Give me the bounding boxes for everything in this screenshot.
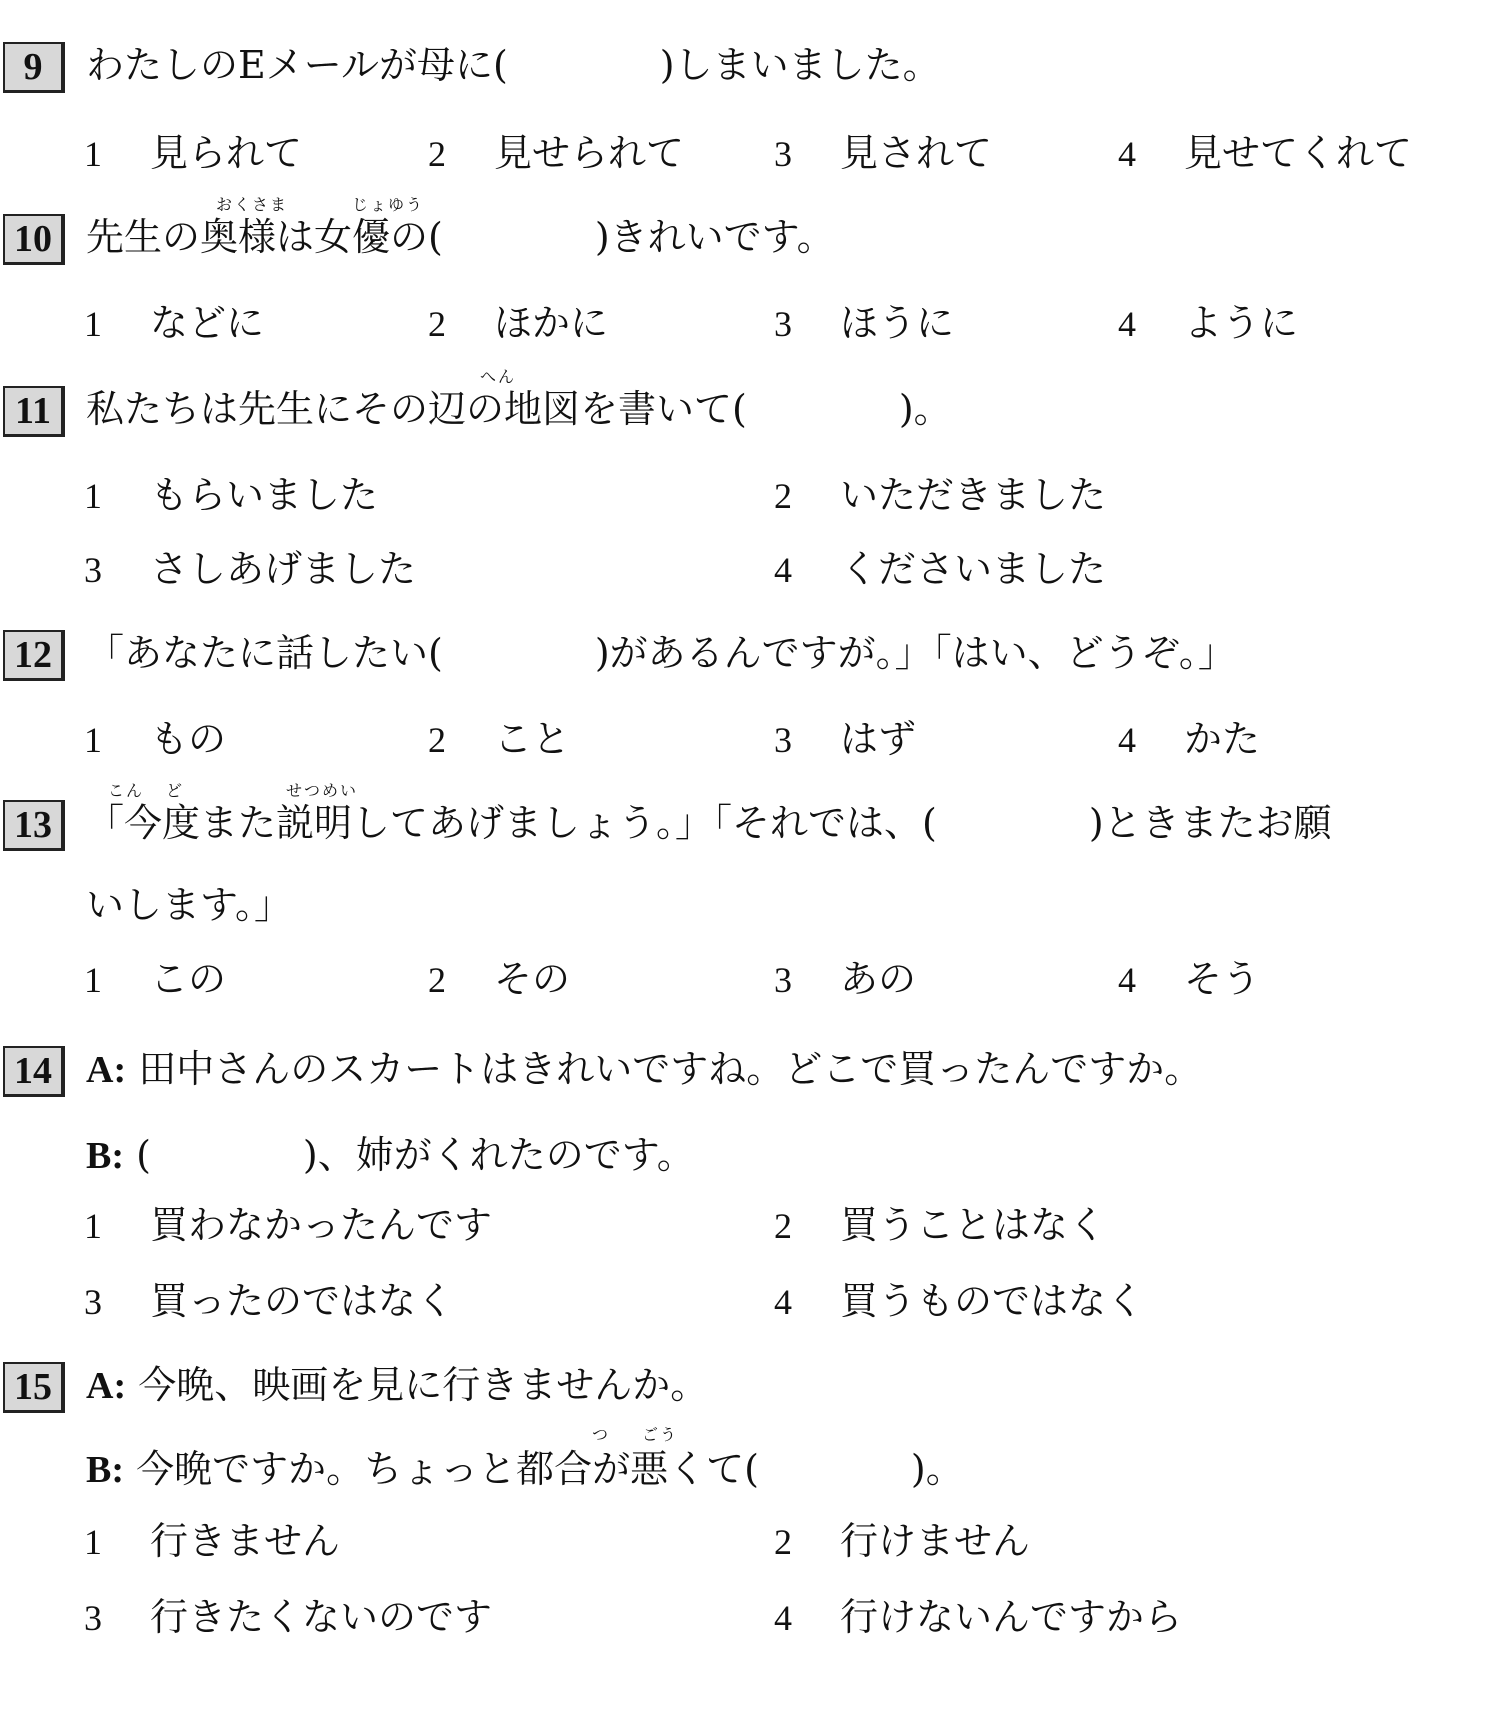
question-number: 12 [3, 630, 65, 681]
option-number: 3 [84, 1598, 102, 1638]
option-number: 4 [1118, 304, 1136, 344]
answer-option[interactable] [1118, 714, 1260, 765]
option-text: 買うことはなく [840, 1203, 1107, 1247]
furigana: おくさま [216, 195, 289, 214]
answer-option[interactable] [84, 714, 226, 765]
option-number: 3 [774, 960, 792, 1000]
answer-option[interactable] [774, 1200, 1106, 1251]
option-number: 2 [774, 476, 792, 516]
furigana: ごう [642, 1425, 679, 1444]
option-text: あの [840, 957, 917, 1001]
option-text: くださいました [840, 547, 1107, 591]
option-number: 1 [84, 476, 102, 516]
option-text: いただきました [840, 473, 1107, 517]
answer-option[interactable] [428, 298, 608, 349]
question-number: 13 [3, 800, 65, 851]
option-text: などに [150, 301, 265, 345]
option-number: 4 [1118, 134, 1136, 174]
question-number: 9 [3, 42, 65, 93]
dialogue-line-a [86, 1044, 1202, 1095]
speaker-label-a: A: [86, 1049, 127, 1091]
furigana: こん [108, 781, 145, 800]
answer-option[interactable] [1118, 954, 1260, 1005]
option-number: 2 [428, 960, 446, 1000]
question-number: 15 [3, 1362, 65, 1413]
answer-option[interactable] [774, 544, 1106, 595]
dialogue-text-a: 今晩、映画を見に行きませんか。 [138, 1363, 709, 1407]
question-stem: 「あなたに話したい( )があるんですが。」「はい、どうぞ。」 [86, 631, 1236, 675]
answer-option[interactable] [1118, 128, 1412, 179]
option-number: 4 [774, 1598, 792, 1638]
option-text: そう [1184, 957, 1261, 1001]
furigana: つ [592, 1425, 611, 1444]
option-text: 見されて [840, 131, 993, 175]
option-text: 買わなかったんです [150, 1203, 493, 1247]
option-number: 4 [1118, 720, 1136, 760]
option-text: ほかに [494, 301, 609, 345]
answer-option[interactable] [774, 1516, 1030, 1567]
option-text: 見られて [150, 131, 303, 175]
option-number: 3 [84, 1282, 102, 1322]
option-text: こと [494, 717, 571, 761]
option-number: 1 [84, 1206, 102, 1246]
option-text: 行きたくないのです [150, 1595, 493, 1639]
answer-option[interactable] [1118, 298, 1298, 349]
answer-option[interactable] [84, 128, 302, 179]
answer-option[interactable] [84, 1276, 454, 1327]
option-text: もの [150, 717, 227, 761]
dialogue-text-a: 田中さんのスカートはきれいですね。どこで買ったんですか。 [138, 1047, 1203, 1091]
speaker-label-b: B: [86, 1135, 124, 1177]
speaker-label-a: A: [86, 1365, 127, 1407]
dialogue-line-b [86, 1444, 964, 1495]
option-number: 2 [774, 1522, 792, 1562]
question-number: 14 [3, 1046, 65, 1097]
answer-option[interactable] [774, 128, 992, 179]
answer-option[interactable] [428, 954, 570, 1005]
option-number: 3 [774, 720, 792, 760]
answer-option[interactable] [774, 1592, 1182, 1643]
dialogue-text-b: ( )、姉がくれたのです。 [136, 1133, 695, 1177]
option-number: 2 [428, 304, 446, 344]
question-number: 11 [3, 386, 65, 437]
question-stem: 先生の奥様は女優の( )きれいです。 [86, 215, 835, 259]
answer-option[interactable] [84, 470, 378, 521]
answer-option[interactable] [774, 714, 916, 765]
answer-option[interactable] [84, 544, 416, 595]
option-text: 買ったのではなく [150, 1279, 455, 1323]
option-number: 1 [84, 304, 102, 344]
answer-option[interactable] [428, 128, 684, 179]
speaker-label-b: B: [86, 1449, 124, 1491]
option-text: ほうに [840, 301, 955, 345]
option-text: 見せられて [494, 131, 685, 175]
option-number: 1 [84, 134, 102, 174]
dialogue-text-b: 今晩ですか。ちょっと都合が悪くて( )。 [136, 1447, 964, 1491]
option-number: 4 [1118, 960, 1136, 1000]
option-number: 1 [84, 720, 102, 760]
answer-option[interactable] [84, 1200, 492, 1251]
option-number: 3 [84, 550, 102, 590]
furigana: へん [480, 367, 517, 386]
option-number: 4 [774, 1282, 792, 1322]
option-text: 見せてくれて [1184, 131, 1413, 175]
furigana: じょゆう [352, 195, 425, 214]
option-text: はず [840, 717, 917, 761]
answer-option[interactable] [84, 1592, 492, 1643]
question-stem: 私たちは先生にその辺の地図を書いて( )。 [86, 387, 952, 431]
answer-option[interactable] [774, 1276, 1144, 1327]
answer-option[interactable] [84, 298, 264, 349]
option-text: ように [1184, 301, 1299, 345]
option-number: 3 [774, 134, 792, 174]
answer-option[interactable] [774, 298, 954, 349]
option-text: もらいました [150, 473, 379, 517]
answer-option[interactable] [84, 1516, 340, 1567]
furigana: せつめい [286, 781, 359, 800]
dialogue-line-a [86, 1360, 708, 1411]
option-text: その [494, 957, 571, 1001]
question-stem-continued: いします。」 [86, 883, 292, 927]
answer-option[interactable] [428, 714, 570, 765]
option-number: 4 [774, 550, 792, 590]
answer-option[interactable] [774, 470, 1106, 521]
option-number: 3 [774, 304, 792, 344]
dialogue-line-b [86, 1130, 695, 1181]
option-number: 2 [774, 1206, 792, 1246]
option-text: 行きません [150, 1519, 341, 1563]
option-text: かた [1184, 717, 1261, 761]
question-stem: わたしのEメールが母に( )しまいました。 [86, 43, 941, 87]
furigana: ど [166, 781, 185, 800]
option-number: 1 [84, 1522, 102, 1562]
question-number: 10 [3, 214, 65, 265]
option-text: 行けないんですから [840, 1595, 1183, 1639]
option-text: 行けません [840, 1519, 1031, 1563]
option-text: 買うものではなく [840, 1279, 1145, 1323]
option-number: 2 [428, 720, 446, 760]
option-number: 1 [84, 960, 102, 1000]
question-stem: 「今度また説明してあげましょう。」「それでは、( )ときまたお願 [86, 801, 1332, 845]
option-number: 2 [428, 134, 446, 174]
answer-option[interactable] [774, 954, 916, 1005]
answer-option[interactable] [84, 954, 226, 1005]
option-text: この [150, 957, 227, 1001]
option-text: さしあげました [150, 547, 417, 591]
